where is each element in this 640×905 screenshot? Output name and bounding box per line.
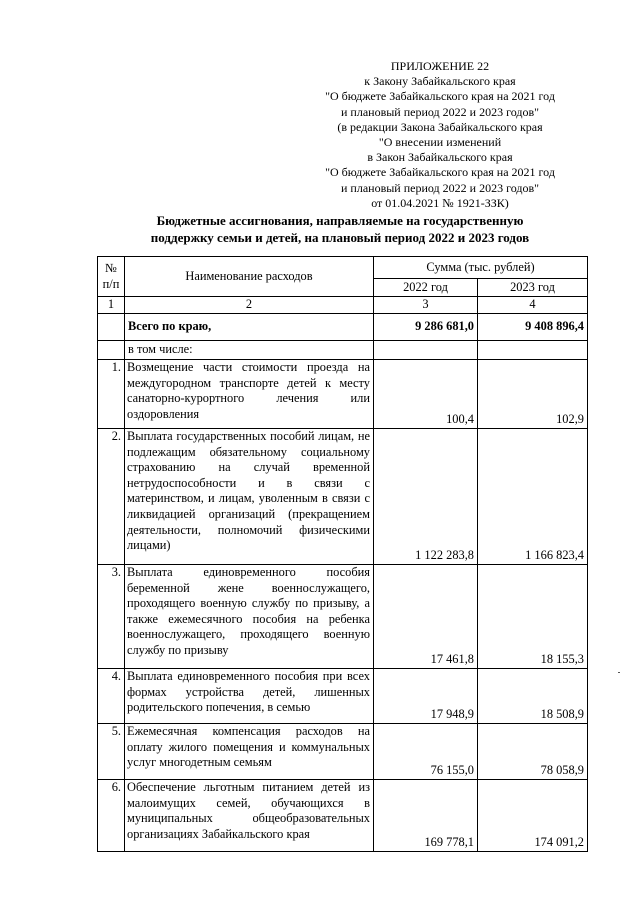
header-line: и плановый период 2022 и 2023 годов": [340, 104, 540, 119]
row-2023: 102,9: [478, 360, 588, 429]
header-line: к Закону Забайкальского края: [364, 74, 516, 89]
table-row: [98, 724, 588, 780]
row-2023: 1 166 823,4: [478, 429, 588, 565]
total-2023: 9 408 896,4: [478, 314, 588, 341]
row-num: 3.: [98, 565, 125, 669]
including-2022-cell: [374, 341, 478, 360]
row-name: Возмещение части стоимости проезда на междугородном транспорте детей к месту санаторно-курортного лечения или оздоровления: [125, 360, 374, 429]
row-num: 1.: [98, 360, 125, 429]
total-2022: 9 286 681,0: [374, 314, 478, 341]
row-num: 5.: [98, 724, 125, 780]
header-line: "О бюджете Забайкальского края на 2021 год: [325, 165, 555, 180]
row-name: Выплата государственных пособий лицам, не подлежащим обязательному социальному страхованию на случай временной нетрудоспособности и в связи с материнством, и лицам, уволенным в связи с ликвидацией организаций (прекращением деятельности, полномочий физическими лицами): [125, 429, 374, 565]
header-line: и плановый период 2022 и 2023 годов": [340, 180, 540, 195]
including-label: в том числе:: [125, 341, 374, 360]
title-line-2: поддержку семьи и детей, на плановый период 2022 и 2023 годов: [150, 230, 530, 245]
col-header-sum: Сумма (тыс. рублей): [374, 257, 588, 279]
header-line: от 01.04.2021 № 1921-ЗЗК): [371, 195, 509, 210]
row-name: Выплата единовременного пособия при всех формах устройства детей, лишенных родительского попечения, в семью: [125, 669, 374, 724]
row-name: Ежемесячная компенсация расходов на оплату жилого помещения и коммунальных услуг многодетным семьям: [125, 724, 374, 780]
scan-speck: [618, 672, 620, 673]
document-title: [100, 212, 580, 246]
row-2022: 100,4: [374, 360, 478, 429]
total-num-cell: [98, 314, 125, 341]
row-2022: 76 155,0: [374, 724, 478, 780]
total-label: Всего по краю,: [125, 314, 374, 341]
col-number: 2: [125, 297, 374, 314]
row-2022: 1 122 283,8: [374, 429, 478, 565]
col-number: 3: [374, 297, 478, 314]
col-number: 1: [98, 297, 125, 314]
row-2022: 17 461,8: [374, 565, 478, 669]
table-row: [98, 669, 588, 724]
table-row: [98, 565, 588, 669]
including-2023-cell: [478, 341, 588, 360]
table-row: [98, 780, 588, 852]
header-line: ПРИЛОЖЕНИЕ 22: [390, 59, 490, 73]
including-row: [98, 341, 588, 360]
row-2023: 174 091,2: [478, 780, 588, 852]
row-num: 2.: [98, 429, 125, 565]
column-numbers-row: [98, 297, 588, 314]
title-line-1: Бюджетные ассигнования, направляемые на государственную: [156, 213, 524, 228]
row-2023: 18 155,3: [478, 565, 588, 669]
col-header-2023: 2023 год: [478, 279, 588, 297]
row-num: 6.: [98, 780, 125, 852]
row-2022: 169 778,1: [374, 780, 478, 852]
row-2023: 18 508,9: [478, 669, 588, 724]
row-2022: 17 948,9: [374, 669, 478, 724]
header-line: "О внесении изменений: [378, 135, 502, 150]
row-name: Обеспечение льготным питанием детей из малоимущих семей, обучающихся в муниципальных общеобразовательных организациях Забайкальского края: [125, 780, 374, 852]
col-header-num: № п/п: [98, 257, 125, 297]
including-num-cell: [98, 341, 125, 360]
table-row: [98, 429, 588, 565]
row-2023: 78 058,9: [478, 724, 588, 780]
col-header-name: Наименование расходов: [125, 257, 374, 297]
header-line: (в редакции Закона Забайкальского края: [337, 119, 543, 134]
total-row: [98, 314, 588, 341]
appendix-header: [300, 59, 580, 211]
header-line: "О бюджете Забайкальского края на 2021 год: [325, 89, 555, 104]
col-header-2022: 2022 год: [374, 279, 478, 297]
col-number: 4: [478, 297, 588, 314]
table-row: [98, 360, 588, 429]
budget-table: [97, 256, 588, 852]
row-name: Выплата единовременного пособия беременной жене военнослужащего, проходящего военную службу по призыву, а также ежемесячного пособия на ребенка военнослужащего, проходящего военную службу по призыву: [125, 565, 374, 669]
header-line: в Закон Забайкальского края: [367, 150, 513, 165]
table-header-row: [98, 257, 588, 279]
row-num: 4.: [98, 669, 125, 724]
